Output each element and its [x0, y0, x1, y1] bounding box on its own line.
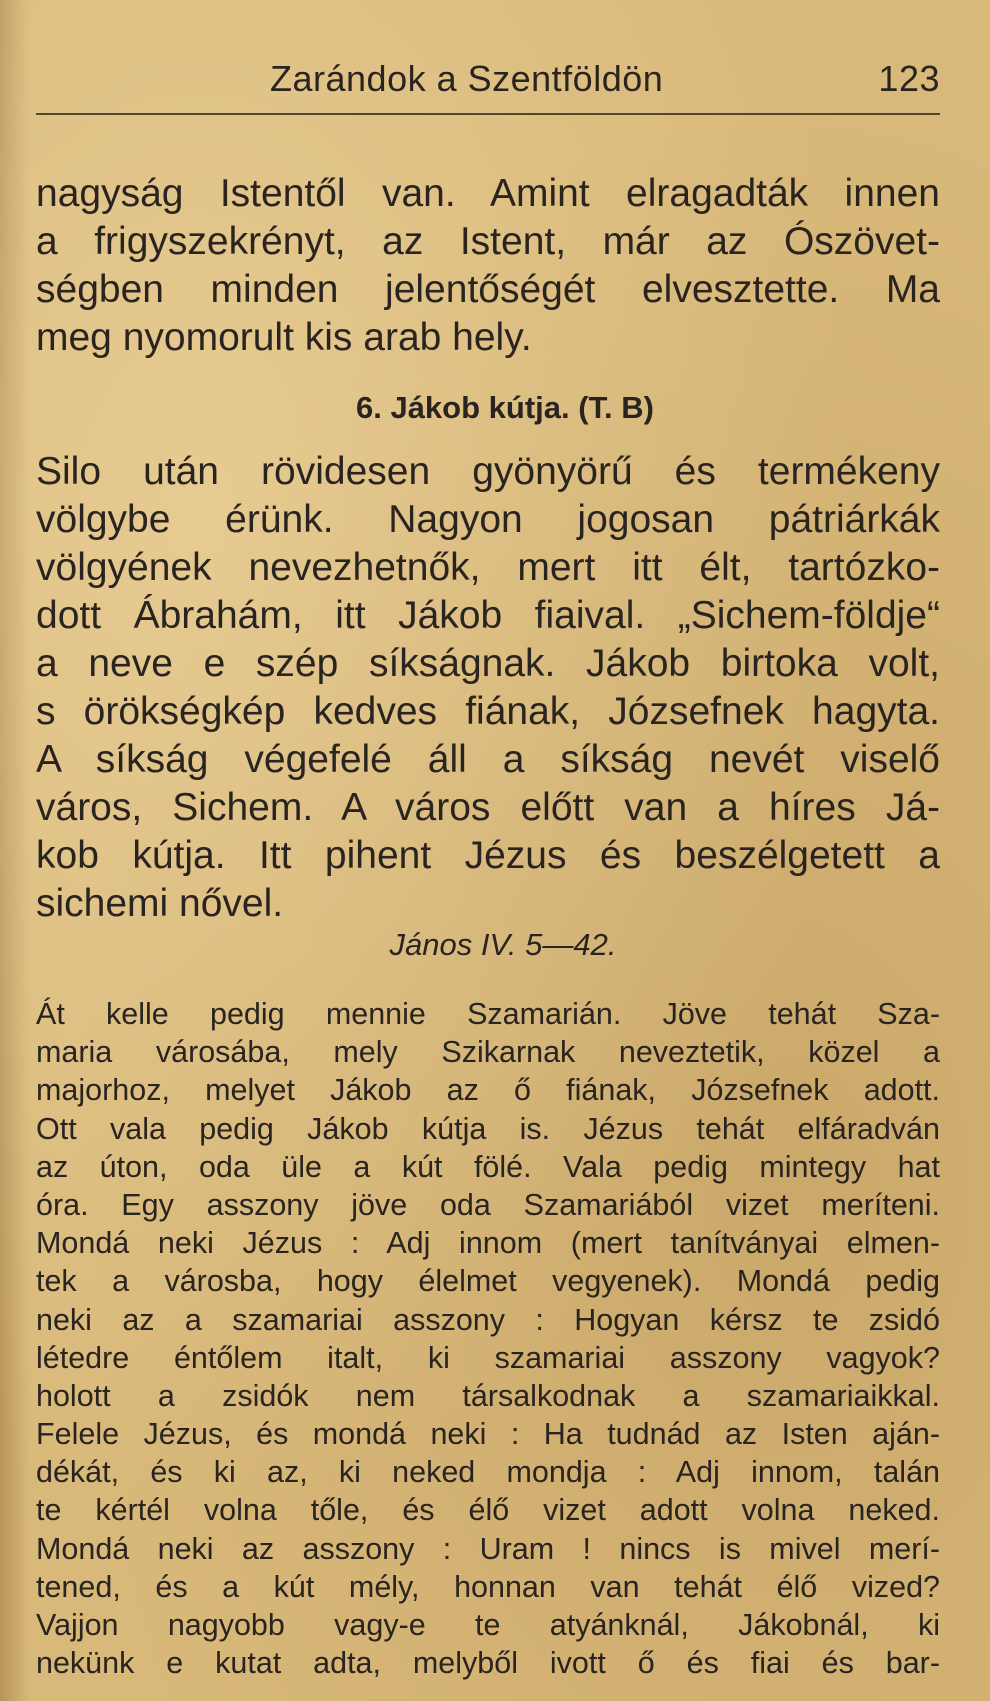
text-line: Ott vala pedig Jákob kútja is. Jézus tehát elfáradván	[36, 1111, 940, 1146]
text-line: A síkság végefelé áll a síkság nevét viselő	[36, 738, 940, 781]
text-line: meg nyomorult kis arab hely.	[36, 316, 532, 359]
text-line: neki az a szamariai asszony : Hogyan kérsz te zsidó	[36, 1302, 940, 1337]
text-line: maria városába, mely Szikarnak neveztetik, közel a	[36, 1035, 940, 1070]
page-number: 123	[878, 58, 940, 99]
text-line: Felele Jézus, és mondá neki : Ha tudnád az Isten aján-	[36, 1417, 940, 1452]
section-heading: 6. Jákob kútja. (T. B)	[355, 390, 654, 425]
text-line: kob kútja. Itt pihent Jézus és beszélgetett a	[36, 834, 940, 877]
text-line: tened, és a kút mély, honnan van tehát élő vized?	[36, 1569, 940, 1604]
text-line: völgybe érünk. Nagyon jogosan pátriárkák	[36, 498, 940, 541]
text-line: sichemi nővel.	[36, 882, 284, 925]
text-line: dott Ábrahám, itt Jákob fiaival. „Sichem-földje“	[36, 594, 940, 637]
text-line: Silo után rövidesen gyönyörű és termékeny	[36, 450, 940, 493]
text-line: holott a zsidók nem társalkodnak a szamariaikkal.	[36, 1378, 940, 1413]
text-line: az úton, oda üle a kút fölé. Vala pedig mintegy hat	[36, 1149, 940, 1184]
text-line: nekünk e kutat adta, melyből ivott ő és fiai és bar-	[36, 1646, 940, 1681]
text-line: Vajjon nagyobb vagy-e te atyánknál, Jákobnál, ki	[36, 1608, 940, 1642]
text-line: Át kelle pedig mennie Szamarián. Jöve tehát Sza-	[36, 997, 940, 1031]
text-line: Mondá neki Jézus : Adj innom (mert tanítványai elmen-	[36, 1226, 940, 1261]
scripture-passage	[36, 995, 940, 1682]
intro-paragraph	[36, 170, 940, 362]
running-title: Zarándok a Szentföldön	[270, 58, 664, 99]
text-line: s örökségkép kedves fiának, Józsefnek hagyta.	[36, 690, 940, 733]
text-line: a frigyszekrényt, az Istent, már az Ószövet-	[36, 220, 940, 263]
text-line: nagyság Istentől van. Amint elragadták innen	[36, 172, 940, 215]
text-line: a neve e szép síkságnak. Jákob birtoka volt,	[36, 642, 940, 685]
text-line: város, Sichem. A város előtt van a híres Já-	[36, 786, 940, 829]
text-line: te kértél volna tőle, és élő vizet adott volna neked.	[36, 1493, 940, 1528]
text-line: létedre éntőlem italt, ki szamariai asszony vagyok?	[36, 1340, 940, 1375]
text-line: ségben minden jelentőségét elvesztette. Ma	[36, 268, 940, 311]
text-line: tek a városba, hogy élelmet vegyenek). Mondá pedig	[36, 1264, 940, 1299]
text-line: dékát, és ki az, ki neked mondja : Adj innom, talán	[36, 1455, 940, 1490]
text-line: óra. Egy asszony jöve oda Szamariából vizet meríteni.	[36, 1187, 940, 1222]
section-paragraph	[36, 448, 940, 928]
running-header	[270, 58, 940, 108]
text-line: völgyének nevezhetnők, mert itt élt, tartózko-	[36, 546, 940, 589]
header-rule	[36, 113, 940, 115]
text-line: Mondá neki az asszony : Uram ! nincs is mivel merí-	[36, 1531, 940, 1566]
text-line: majorhoz, melyet Jákob az ő fiának, Józsefnek adott.	[36, 1073, 940, 1108]
scripture-reference: János IV. 5—42.	[389, 927, 617, 962]
